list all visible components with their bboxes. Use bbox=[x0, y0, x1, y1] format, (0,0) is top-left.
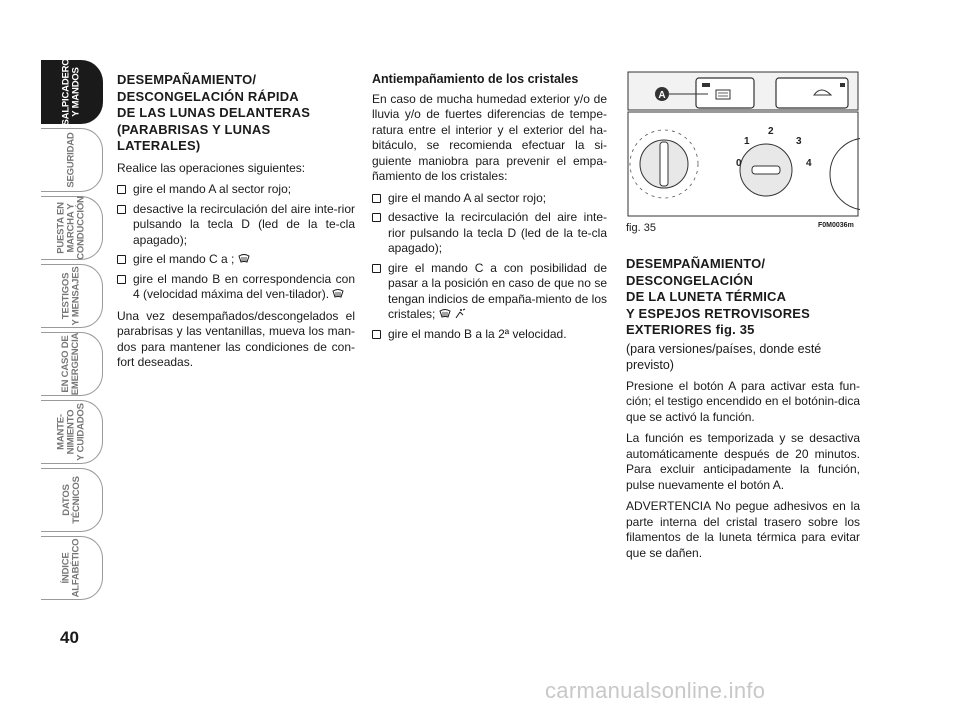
tab-salpicadero[interactable] bbox=[41, 60, 103, 124]
step-text: gire el mando A al sector rojo; bbox=[388, 190, 547, 205]
list-item bbox=[372, 327, 607, 343]
step-text: gire el mando C a con posibilidad de pasar a la posición en caso de que no se tengan indicios de empaña-miento de los cristales; bbox=[388, 260, 607, 321]
figure-caption: fig. 35 bbox=[626, 222, 656, 234]
dial-number: 0 bbox=[736, 158, 742, 169]
intro-text: Realice las operaciones siguientes: bbox=[117, 160, 306, 175]
availability-note: (para versiones/países, donde esté previsto) bbox=[626, 341, 822, 372]
checkbox-bullet-icon bbox=[372, 213, 381, 222]
list-item bbox=[117, 252, 355, 268]
tab-label: DATOS TÉCNICOS bbox=[60, 476, 82, 524]
tab-testigos[interactable] bbox=[41, 264, 103, 328]
steps-list bbox=[372, 191, 607, 343]
watermark: carmanualsonline.info bbox=[545, 678, 766, 703]
section-heading: Antiempañamiento de los cristales bbox=[372, 72, 579, 86]
checkbox-bullet-icon bbox=[117, 275, 126, 284]
step-text: desactive la recirculación del aire inte-rior pulsando la tecla D (led de la te-cla apagado); bbox=[133, 201, 355, 247]
checkbox-bullet-icon bbox=[117, 205, 126, 214]
closing-text: Una vez desempañados/descongelados el parabrisas y las ventanillas, mueva los man-dos para mantener las condiciones de con-fort deseadas. bbox=[117, 308, 355, 369]
figure-35 bbox=[626, 70, 860, 218]
dial-number: 1 bbox=[744, 136, 750, 147]
list-item bbox=[372, 191, 607, 207]
list-item bbox=[117, 182, 355, 198]
tab-mantenimiento[interactable] bbox=[41, 400, 103, 464]
tab-label: EN CASO DE EMERGENCIA bbox=[60, 332, 82, 396]
section-heading: DESEMPAÑAMIENTO/ DESCONGELACIÓN DE LA LUNETA TÉRMICA Y ESPEJOS RETROVISORES EXTERIORES fig. 35 bbox=[626, 256, 811, 337]
step-text: gire el mando C a ; bbox=[133, 252, 235, 266]
intro-text: En caso de mucha humedad exterior y/o de lluvia y/o de fuertes diferencias de tempe-ratura entre el interior y el exterior del ha-bitáculo, se recomienda efectuar la si-guiente maniobra para prevenir el empa-ñamiento de los cristales: bbox=[372, 91, 607, 183]
step-text: gire el mando A al sector rojo; bbox=[133, 182, 292, 196]
list-item bbox=[372, 261, 607, 323]
checkbox-bullet-icon bbox=[117, 185, 126, 194]
column-anti-fogging bbox=[372, 72, 607, 348]
tab-indice[interactable] bbox=[41, 536, 103, 600]
dial-number: 4 bbox=[806, 158, 812, 169]
tab-label: PUESTA EN MARCHA Y CONDUCCIÓN bbox=[55, 196, 87, 260]
checkbox-bullet-icon bbox=[372, 264, 381, 273]
checkbox-bullet-icon bbox=[372, 330, 381, 339]
tab-label: TESTIGOS Y MENSAJES bbox=[60, 266, 82, 326]
figure-code: F0M0036m bbox=[818, 222, 854, 229]
windscreen-defrost-icon bbox=[332, 289, 344, 299]
step-text: desactive la recirculación del aire inte-rior pulsando la tecla D (led de la te-cla apagado); bbox=[388, 210, 607, 255]
section-heading: DESEMPAÑAMIENTO/ DESCONGELACIÓN RÁPIDA DE LAS LUNAS DELANTERAS (PARABRISAS Y LUNAS LATERALES) bbox=[117, 72, 311, 153]
paragraph: Presione el botón A para activar esta fun-ción; el testigo encendido en el botónin-dica que se activó la función. bbox=[626, 378, 860, 424]
climate-control-illustration bbox=[626, 70, 860, 218]
column-rapid-defrost bbox=[117, 72, 355, 377]
windscreen-defrost-icon bbox=[238, 254, 250, 264]
tab-emergencia[interactable] bbox=[41, 332, 103, 396]
tab-puesta-en-marcha[interactable] bbox=[41, 196, 103, 260]
feet-windscreen-icon bbox=[454, 308, 466, 320]
step-text: gire el mando B en correspondencia con 4 (velocidad máxima del ven-tilador). bbox=[133, 271, 355, 301]
warning-paragraph: ADVERTENCIA No pegue adhesivos en la parte interna del cristal trasero sobre los filamentos de la luneta térmica para evitar que se dañen. bbox=[626, 499, 860, 560]
list-item bbox=[117, 202, 355, 249]
list-item bbox=[117, 272, 355, 303]
step-text: gire el mando B a la 2ª velocidad. bbox=[388, 326, 567, 341]
tab-datos-tecnicos[interactable] bbox=[41, 468, 103, 532]
checkbox-bullet-icon bbox=[117, 255, 126, 264]
tab-label: SALPICADERO Y MANDOS bbox=[60, 58, 82, 126]
page-number: 40 bbox=[60, 628, 79, 647]
list-item bbox=[372, 210, 607, 257]
checkbox-bullet-icon bbox=[372, 194, 381, 203]
tab-seguridad[interactable] bbox=[41, 128, 103, 192]
dial-number: 2 bbox=[768, 126, 774, 137]
tab-label: MANTE- NIMIENTO Y CUIDADOS bbox=[55, 403, 87, 461]
dial-number: 3 bbox=[796, 136, 802, 147]
tab-label: SEGURIDAD bbox=[65, 132, 77, 188]
tab-label: ÍNDICE ALFABÉTICO bbox=[60, 538, 82, 598]
callout-letter: A bbox=[658, 90, 666, 101]
paragraph: La función es temporizada y se desactiva automáticamente después de 20 minutos. Para excluir anticipadamente la función, pulse nuevamente el botón A. bbox=[626, 431, 860, 492]
steps-list bbox=[117, 182, 355, 303]
column-rear-defrost bbox=[626, 256, 860, 567]
windscreen-defrost-icon bbox=[439, 309, 451, 319]
